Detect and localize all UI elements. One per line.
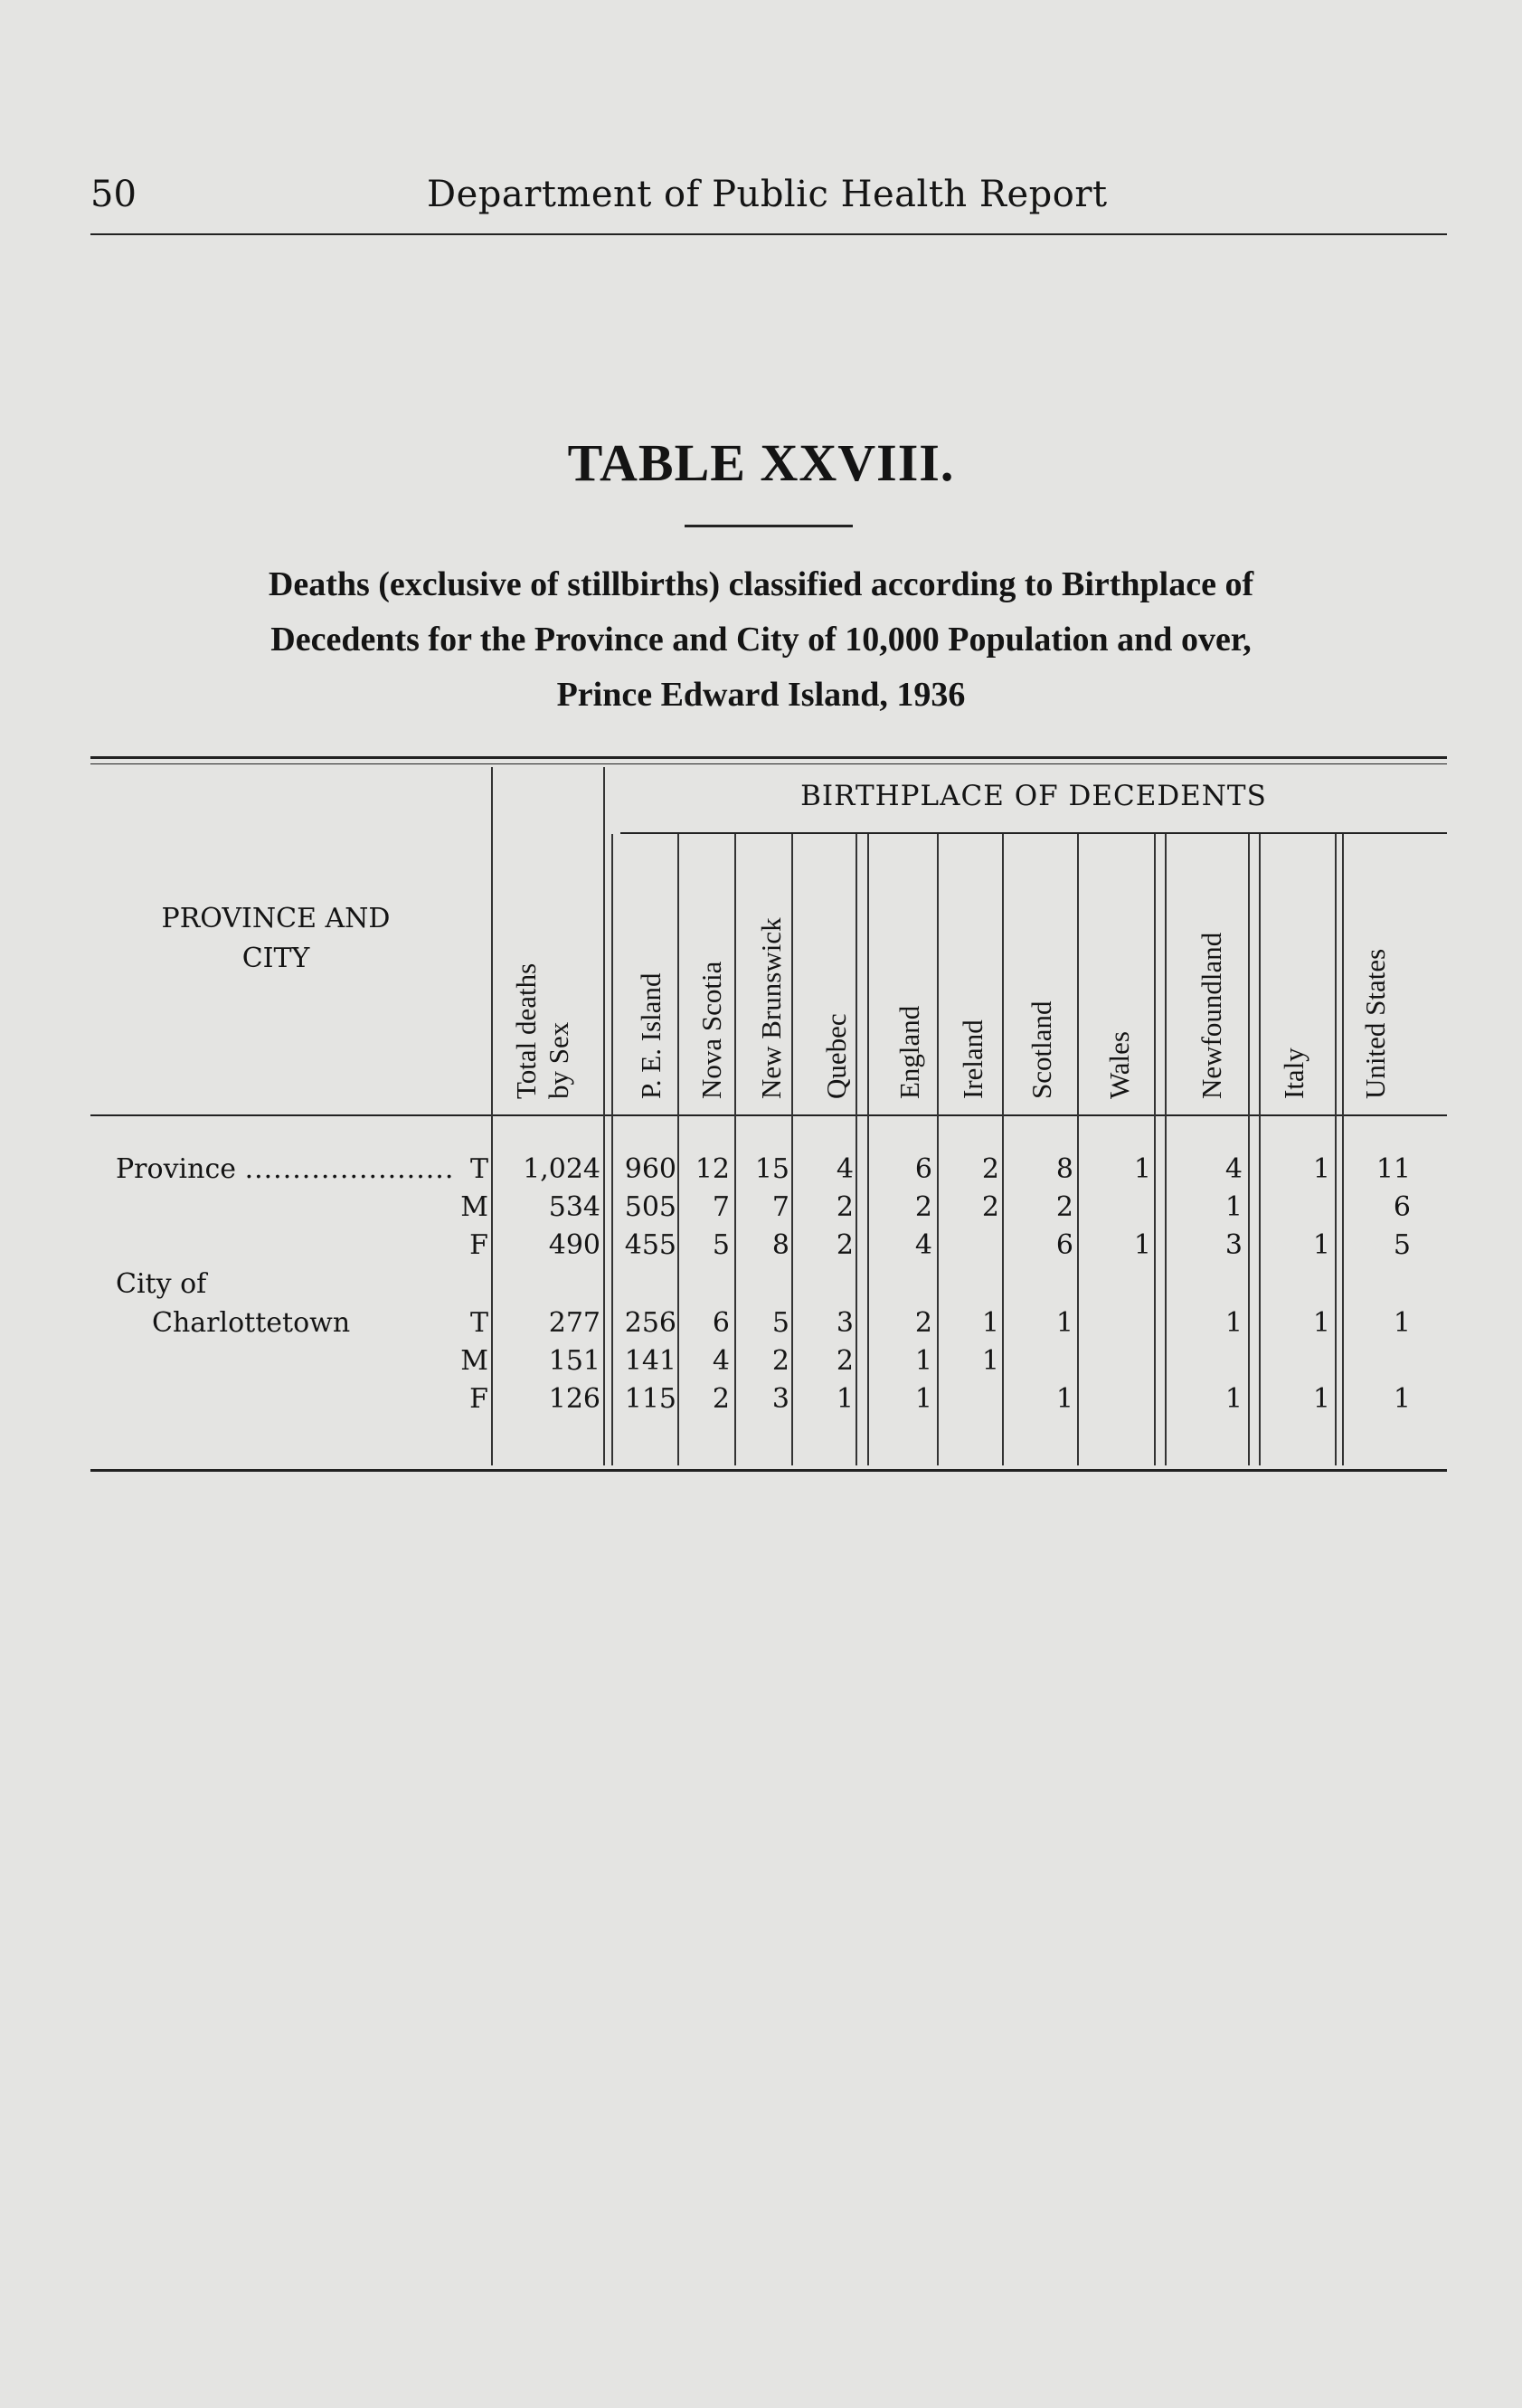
table-row	[0, 1345, 1522, 1383]
value-cell: 1	[1312, 1229, 1330, 1261]
value-cell: 5	[771, 1307, 789, 1339]
running-header	[90, 174, 1447, 228]
value-cell: 4	[712, 1345, 730, 1377]
value-cell: 115	[624, 1383, 676, 1415]
caption-line: Deaths (exclusive of stillbirths) classified according to Birthplace of	[268, 565, 1254, 603]
value-cell: 1	[1055, 1383, 1073, 1415]
value-cell: 6	[1393, 1191, 1411, 1223]
value-cell: 15	[754, 1153, 789, 1185]
column-header-label: P. E. Island	[635, 972, 666, 1099]
page-number: 50	[90, 174, 137, 215]
sex-code: T	[469, 1153, 488, 1185]
value-cell: 3	[1224, 1229, 1243, 1261]
sex-code: M	[460, 1345, 488, 1377]
value-cell: 6	[1055, 1229, 1073, 1261]
table-row	[0, 1191, 1522, 1229]
value-cell: 1	[981, 1307, 999, 1339]
header-bottom-rule	[90, 1114, 1447, 1116]
value-cell: 1	[1224, 1383, 1243, 1415]
value-cell: 2	[836, 1229, 854, 1261]
title-rule	[685, 525, 853, 527]
table-bottom-rule	[90, 1469, 1447, 1472]
total-cell: 534	[548, 1191, 600, 1223]
row-label	[152, 1307, 350, 1339]
value-cell: 141	[624, 1345, 676, 1377]
value-cell: 256	[624, 1307, 676, 1339]
leader-dots: ......................	[244, 1153, 455, 1185]
caption-line: Decedents for the Province and City of 10,000 Population and over,	[270, 621, 1252, 659]
row-label-text: Charlottetown	[152, 1307, 351, 1339]
value-cell: 960	[624, 1153, 676, 1185]
caption-line: Prince Edward Island, 1936	[556, 676, 966, 714]
total-cell: 126	[548, 1383, 600, 1415]
value-cell: 1	[914, 1345, 932, 1377]
column-header-label: Ireland	[957, 1019, 988, 1099]
total-header-line: by Sex	[543, 1021, 574, 1099]
table-caption	[0, 557, 1522, 723]
row-label	[116, 1153, 454, 1185]
value-cell: 4	[836, 1153, 854, 1185]
sex-code: F	[469, 1383, 488, 1415]
value-cell: 8	[771, 1229, 789, 1261]
value-cell: 1	[1224, 1191, 1243, 1223]
column-header-label: Quebec	[820, 1013, 852, 1099]
value-cell: 2	[981, 1191, 999, 1223]
column-header-label: Newfoundland	[1196, 932, 1227, 1099]
value-cell: 7	[771, 1191, 789, 1223]
value-cell: 1	[1312, 1307, 1330, 1339]
value-cell: 3	[771, 1383, 789, 1415]
value-cell: 1	[914, 1383, 932, 1415]
value-cell: 1	[836, 1383, 854, 1415]
value-cell: 1	[1133, 1229, 1151, 1261]
total-cell: 490	[548, 1229, 600, 1261]
value-cell: 12	[695, 1153, 730, 1185]
column-header-label: Scotland	[1026, 1000, 1057, 1099]
value-cell: 2	[771, 1345, 789, 1377]
column-header-label: United States	[1359, 948, 1391, 1099]
birthplace-rule	[620, 832, 1447, 834]
value-cell: 4	[914, 1229, 932, 1261]
sex-code: T	[469, 1307, 488, 1339]
table-row	[0, 1229, 1522, 1267]
value-cell: 1	[1312, 1383, 1330, 1415]
value-cell: 6	[914, 1153, 932, 1185]
value-cell: 5	[1393, 1229, 1411, 1261]
value-cell: 2	[836, 1345, 854, 1377]
column-header-label: Wales	[1103, 1031, 1135, 1099]
value-cell: 7	[712, 1191, 730, 1223]
stub-header-line: CITY	[241, 943, 310, 974]
value-cell: 2	[981, 1153, 999, 1185]
table-row	[0, 1383, 1522, 1421]
value-cell: 1	[1055, 1307, 1073, 1339]
value-cell: 1	[1393, 1307, 1411, 1339]
value-cell: 5	[712, 1229, 730, 1261]
value-cell: 3	[836, 1307, 854, 1339]
sex-code: M	[460, 1191, 488, 1223]
total-cell: 277	[548, 1307, 600, 1339]
city-of-label: City of	[116, 1268, 207, 1300]
value-cell: 6	[712, 1307, 730, 1339]
total-header-line: Total deaths	[510, 962, 542, 1099]
value-cell: 2	[914, 1307, 932, 1339]
table-row	[0, 1153, 1522, 1191]
table-top-rule-inner	[90, 763, 1447, 764]
stub-header-line: PROVINCE AND	[161, 903, 391, 934]
value-cell: 1	[1224, 1307, 1243, 1339]
value-cell: 1	[1393, 1383, 1411, 1415]
value-cell: 4	[1224, 1153, 1243, 1185]
value-cell: 8	[1055, 1153, 1073, 1185]
column-header-label: Nova Scotia	[695, 961, 727, 1099]
table-row	[0, 1307, 1522, 1345]
value-cell: 455	[624, 1229, 676, 1261]
value-cell: 1	[981, 1345, 999, 1377]
birthplace-header: BIRTHPLACE OF DECEDENTS	[800, 780, 1267, 812]
column-header-label: England	[893, 1005, 925, 1099]
total-cell: 151	[548, 1345, 600, 1377]
column-header-label: New Brunswick	[755, 917, 787, 1099]
report-title: Department of Public Health Report	[427, 174, 1108, 215]
value-cell: 1	[1312, 1153, 1330, 1185]
value-cell: 2	[1055, 1191, 1073, 1223]
value-cell: 2	[836, 1191, 854, 1223]
value-cell: 505	[624, 1191, 676, 1223]
value-cell: 2	[712, 1383, 730, 1415]
sex-code: F	[469, 1229, 488, 1261]
total-cell: 1,024	[523, 1153, 600, 1185]
value-cell: 2	[914, 1191, 932, 1223]
value-cell: 11	[1375, 1153, 1411, 1185]
value-cell: 1	[1133, 1153, 1151, 1185]
table-top-rule	[90, 756, 1447, 759]
row-label-text: Province	[116, 1153, 237, 1185]
column-header-label: Italy	[1278, 1048, 1309, 1099]
table-title: TABLE XXVIII.	[567, 433, 955, 492]
header-rule	[90, 233, 1447, 235]
stub-header	[118, 899, 434, 979]
